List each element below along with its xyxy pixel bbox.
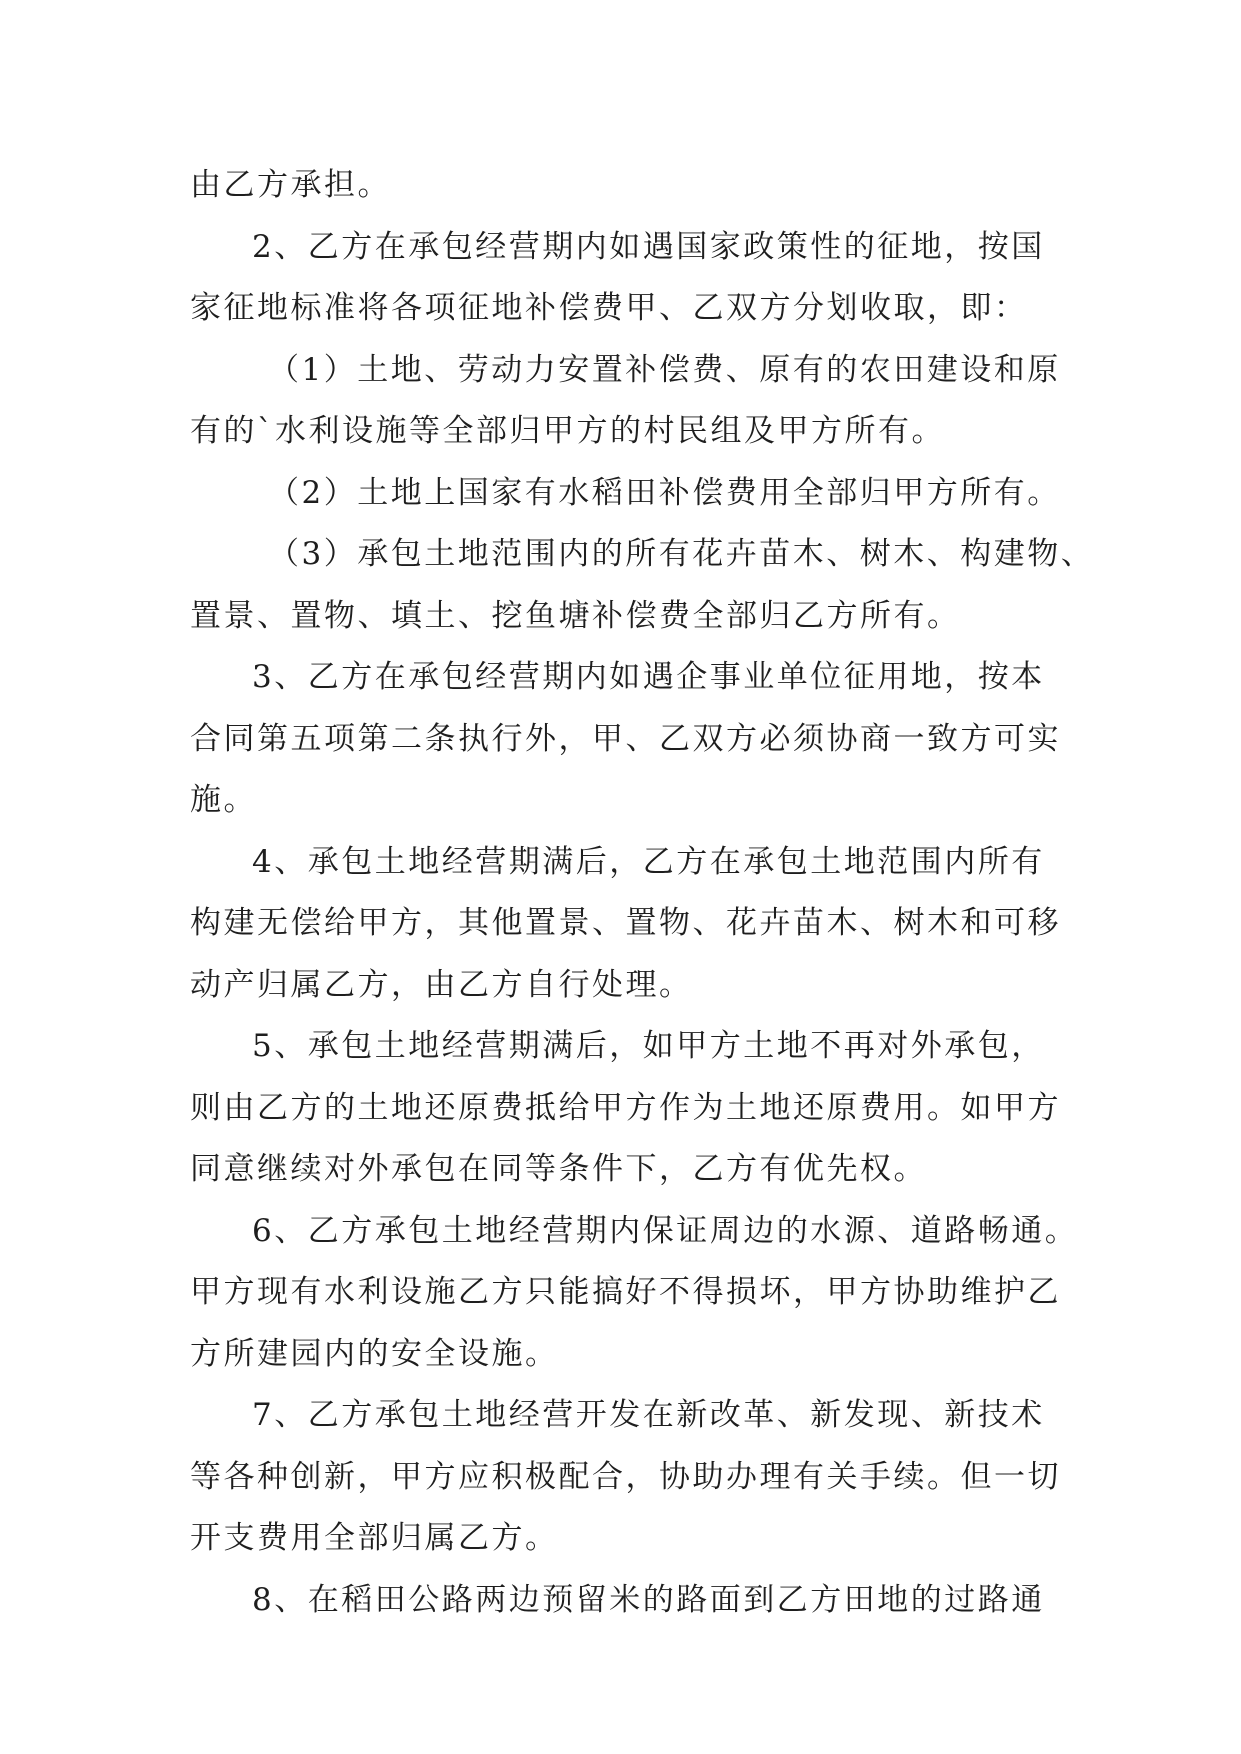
text-line: 同意继续对外承包在同等条件下，乙方有优先权。 [190, 1151, 927, 1187]
text-line: 置景、置物、填土、挖鱼塘补偿费全部归乙方所有。 [190, 597, 961, 634]
text-line: 家征地标准将各项征地补偿费甲、乙双方分划收取，即： [190, 290, 1028, 326]
text-line: 7、乙方承包土地经营开发在新改革、新发现、新技术 [252, 1397, 1045, 1433]
text-line: 动产归属乙方，由乙方自行处理。 [190, 966, 693, 1003]
text-line: 构建无偿给甲方，其他置景、置物、花卉苗木、树木和可移 [190, 905, 1061, 941]
text-line: （1）土地、劳动力安置补偿费、原有的农田建设和原 [268, 351, 1061, 388]
text-line: （2）土地上国家有水稻田补偿费用全部归甲方所有。 [268, 474, 1061, 511]
text-line: 方所建园内的安全设施。 [190, 1335, 559, 1372]
text-line: 则由乙方的土地还原费抵给甲方作为土地还原费用。如甲方 [190, 1089, 1061, 1126]
text-line: 6、乙方承包土地经营期内保证周边的水源、道路畅通。 [252, 1212, 1079, 1249]
text-line: 甲方现有水利设施乙方只能搞好不得损坏，甲方协助维护乙 [190, 1274, 1061, 1310]
text-line: 4、承包土地经营期满后，乙方在承包土地范围内所有 [252, 843, 1045, 880]
text-line: 合同第五项第二条执行外，甲、乙双方必须协商一致方可实 [190, 720, 1061, 757]
text-line: （3）承包土地范围内的所有花卉苗木、树木、构建物、 [268, 536, 1095, 572]
text-line: 由乙方承担。 [190, 167, 391, 203]
text-line: 等各种创新，甲方应积极配合，协助办理有关手续。但一切 [190, 1458, 1061, 1495]
text-line: 3、乙方在承包经营期内如遇企事业单位征用地，按本 [252, 659, 1045, 695]
text-line: 有的`水利设施等全部归甲方的村民组及甲方所有。 [190, 413, 945, 449]
text-line: 5、承包土地经营期满后，如甲方土地不再对外承包， [252, 1028, 1045, 1064]
text-line: 开支费用全部归属乙方。 [190, 1520, 559, 1556]
text-line: 2、乙方在承包经营期内如遇国家政策性的征地，按国 [252, 228, 1045, 265]
text-line: 施。 [190, 782, 257, 818]
text-line: 8、在稻田公路两边预留米的路面到乙方田地的过路通 [252, 1581, 1045, 1618]
document-body [190, 155, 1095, 1631]
